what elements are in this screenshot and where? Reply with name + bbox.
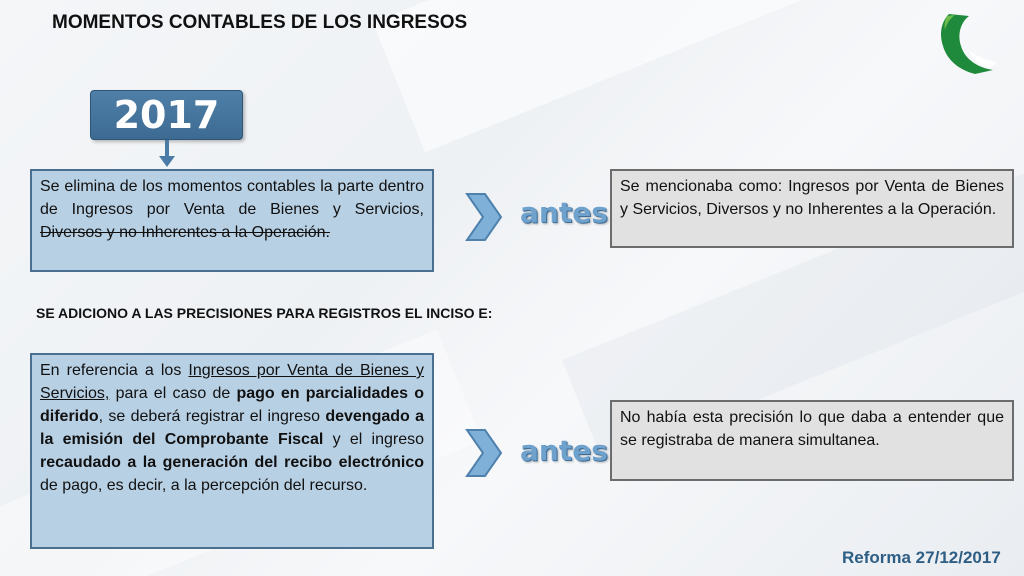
page-title: MOMENTOS CONTABLES DE LOS INGRESOS (52, 12, 468, 33)
previous-rule-box (610, 169, 1014, 248)
text-run: para el caso de (109, 385, 237, 402)
previous-precision-text: No había esta precisión lo que daba a entender que se registraba de manera simultanea. (620, 409, 1004, 449)
bold-text: pago en parcialidades o diferido (40, 385, 424, 425)
chevron-right-icon (463, 192, 503, 242)
antes-label: antes (520, 196, 608, 229)
down-arrow-icon (157, 140, 177, 168)
current-rule-box (30, 169, 434, 272)
footer-date: Reforma 27/12/2017 (842, 548, 1001, 567)
text-run: de pago, es decir, a la percepción del recurso. (40, 477, 368, 494)
underlined-text: Ingresos por Venta de Bienes y Servicios, (40, 362, 424, 402)
chevron-right-icon (463, 428, 503, 478)
bold-text: devengado a la emisión del Comprobante Fiscal (40, 408, 424, 448)
current-rule-text: Se elimina de los momentos contables la parte dentro de Ingresos por Venta de Bienes y Servicios, (40, 178, 424, 218)
text-run: y el ingreso (323, 431, 425, 448)
previous-rule-text: Se mencionaba como: Ingresos por Venta de Bienes y Servicios, Diversos y no Inherentes a la Operación. (620, 178, 1004, 218)
section-subtitle: SE ADICIONO A LAS PRECISIONES PARA REGISTROS EL INCISO E: (36, 305, 493, 321)
year-badge: 2017 (90, 90, 243, 140)
bold-text: recaudado a la generación del recibo electrónico (40, 454, 424, 471)
text-run: En referencia a los (40, 362, 189, 379)
leaf-logo-icon (935, 10, 1001, 80)
antes-label: antes (520, 434, 608, 467)
struck-text: Diversos y no Inherentes a la Operación. (40, 224, 330, 241)
text-run: , se deberá registrar el ingreso (98, 408, 326, 425)
previous-precision-box (610, 400, 1014, 481)
new-precision-box (30, 353, 434, 549)
